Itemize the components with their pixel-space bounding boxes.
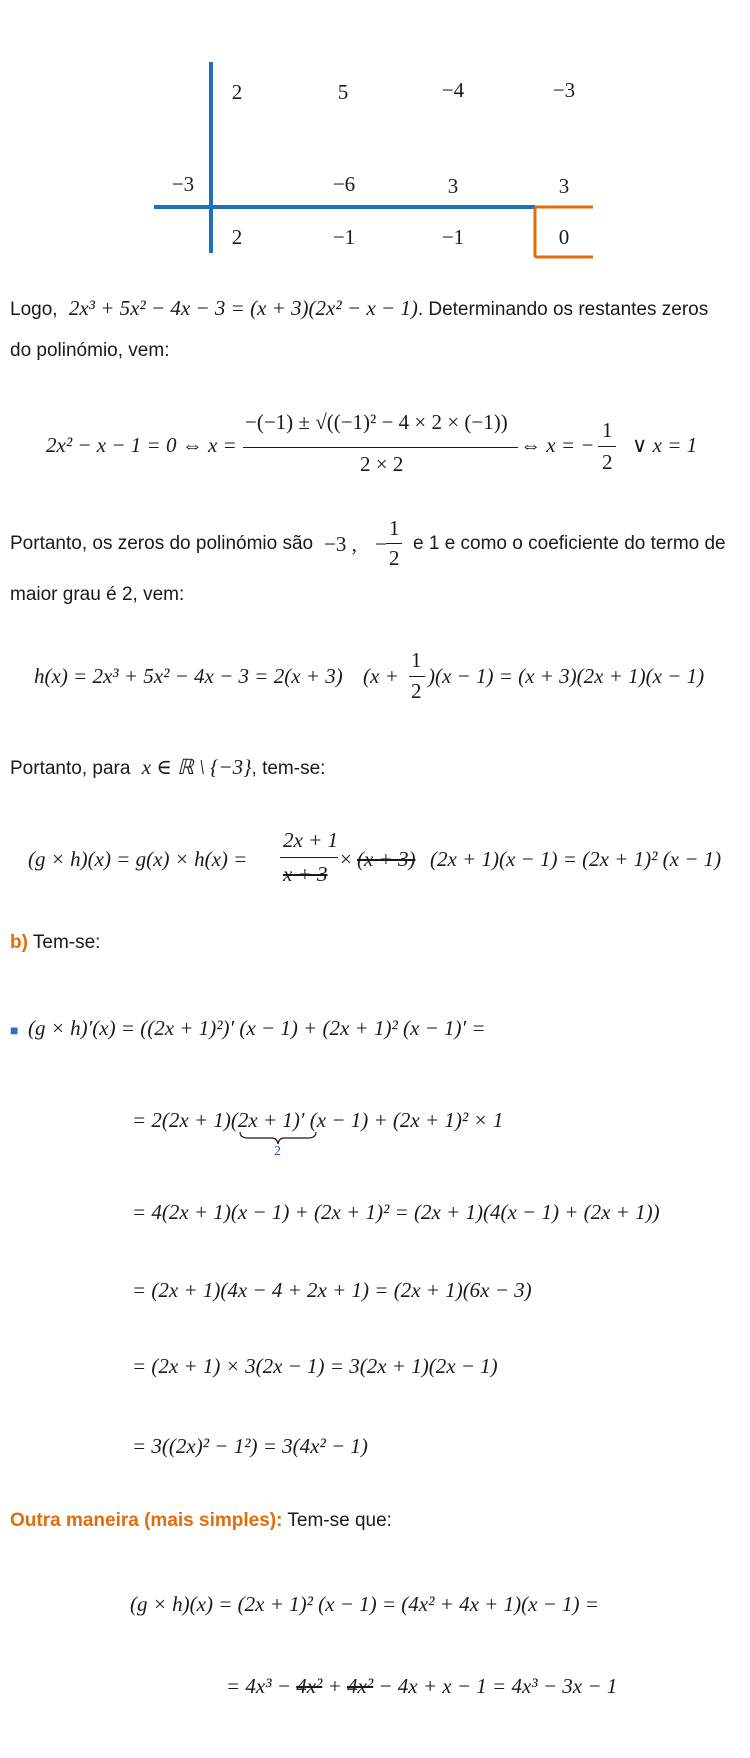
derivative-line: = (2x + 1) × 3(2x − 1) = 3(2x + 1)(2x − 1): [132, 1354, 498, 1378]
logo-suffix: . Determinando os restantes zeros: [417, 299, 709, 320]
zero-minus-three: −3 ,: [324, 532, 357, 556]
ruffini-remainder: 0: [558, 225, 570, 249]
ruffini-result: 2: [231, 225, 243, 249]
paragraph-zeros-line2: maior grau é 2, vem:: [10, 584, 185, 605]
paragraph-zeros-b: e 1 e como o coeficiente do termo de: [413, 533, 726, 554]
ruffini-product: 3: [558, 174, 570, 198]
domain-prefix: Portanto, para: [10, 758, 131, 779]
paragraph-logo: [10, 296, 708, 321]
part-b-text: Tem-se:: [32, 932, 101, 953]
derivative-line: = 3((2x)² − 1²) = 3(4x² − 1): [132, 1434, 368, 1458]
alt-line2-c: − 4x + x − 1 = 4x³ − 3x − 1: [378, 1674, 618, 1698]
quadratic-left: 2x² − x − 1 = 0 ⇔ x =: [46, 433, 237, 457]
alt-line2-a: = 4x³ −: [226, 1674, 291, 1698]
ruffini-coef: −4: [441, 78, 465, 102]
gh-equation-right: (2x + 1)(x − 1) = (2x + 1)² (x − 1): [430, 847, 722, 871]
derivative-line: = 4(2x + 1)(x − 1) + (2x + 1)² = (2x + 1)(4(x − 1) + (2x + 1)): [132, 1200, 660, 1224]
ruffini-result: −1: [332, 225, 356, 249]
gh-times: ×: [340, 847, 352, 871]
paragraph-logo-line2: do polinómio, vem:: [10, 340, 170, 361]
alternative-heading: [10, 1510, 392, 1532]
alternative-line-2: [226, 1674, 617, 1699]
paragraph-domain: [10, 755, 325, 780]
h-equation-left: h(x) = 2x³ + 5x² − 4x − 3 = 2(x + 3): [34, 664, 343, 688]
h-equation-right: )(x − 1) = (x + 3)(2x + 1)(x − 1): [428, 664, 705, 688]
ruffini-divisor: −3: [171, 172, 195, 196]
gh-frac-num: 2x + 1: [283, 828, 338, 852]
gh-frac-den-cancelled: x + 3: [283, 862, 328, 886]
factorization-math: 2x³ + 5x² − 4x − 3 = (x + 3)(2x² − x − 1): [68, 296, 418, 320]
gh-equation-left: (g × h)(x) = g(x) × h(x) =: [28, 847, 248, 871]
ruffini-product: −6: [332, 172, 356, 196]
alt-line2-b: +: [327, 1674, 342, 1698]
part-b-heading: [10, 932, 100, 954]
derivative-line: = (2x + 1)(4x − 4 + 2x + 1) = (2x + 1)(6x − 3): [132, 1278, 532, 1302]
ruffini-coef: 5: [337, 80, 349, 104]
h-frac-den: 2: [411, 679, 422, 703]
quadratic-frac-num: 1: [602, 418, 613, 442]
derivative-line: = 2(2x + 1)(2x + 1)′ (x − 1) + (2x + 1)² × 1: [132, 1108, 504, 1132]
zero-minus-sign: −: [375, 532, 387, 556]
zero-frac-bar: [386, 543, 402, 544]
paragraph-zeros-a: Portanto, os zeros do polinómio são: [10, 533, 314, 554]
quadratic-frac-den: 2: [602, 450, 613, 474]
underbrace-label: 2: [274, 1144, 281, 1159]
quadratic-right-suffix: ∨ x = 1: [632, 433, 698, 457]
quadratic-fraction-bar: [243, 447, 518, 448]
ruffini-coef: −3: [552, 78, 576, 102]
quadratic-denominator: 2 × 2: [360, 452, 404, 476]
gh-cancelled-factor: (x + 3): [357, 847, 416, 871]
ruffini-coef: 2: [231, 80, 243, 104]
derivative-line: (g × h)′(x) = ((2x + 1)²)′ (x − 1) + (2x + 1)² (x − 1)′ =: [28, 1016, 486, 1040]
alt-line2-cancelled-1: 4x²: [296, 1674, 323, 1698]
gh-frac-bar: [280, 857, 338, 858]
domain-math: x ∈ ℝ \ {−3}: [141, 755, 252, 779]
alternative-label: Outra maneira (mais simples):: [10, 1510, 283, 1531]
ruffini-lines: [0, 0, 750, 270]
alternative-text: Tem-se que:: [287, 1510, 392, 1531]
bullet-icon: ■: [10, 1022, 19, 1038]
h-frac-num: 1: [411, 648, 422, 672]
part-b-label: b): [10, 932, 28, 953]
domain-suffix: , tem-se:: [251, 758, 326, 779]
alt-line2-cancelled-2: 4x²: [347, 1674, 374, 1698]
alternative-line-1: (g × h)(x) = (2x + 1)² (x − 1) = (4x² + 4x + 1)(x − 1) =: [130, 1592, 599, 1616]
h-equation-paren: (x +: [363, 664, 399, 688]
quadratic-frac-bar: [598, 446, 616, 447]
zero-frac-num: 1: [389, 516, 400, 540]
h-frac-bar: [409, 676, 425, 677]
quadratic-numerator: −(−1) ± √((−1)² − 4 × 2 × (−1)): [245, 410, 508, 434]
quadratic-right-prefix: ⇔ x = −: [520, 433, 595, 457]
zero-frac-den: 2: [389, 546, 400, 570]
ruffini-result: −1: [441, 225, 465, 249]
ruffini-product: 3: [447, 174, 459, 198]
logo-prefix: Logo,: [10, 299, 58, 320]
